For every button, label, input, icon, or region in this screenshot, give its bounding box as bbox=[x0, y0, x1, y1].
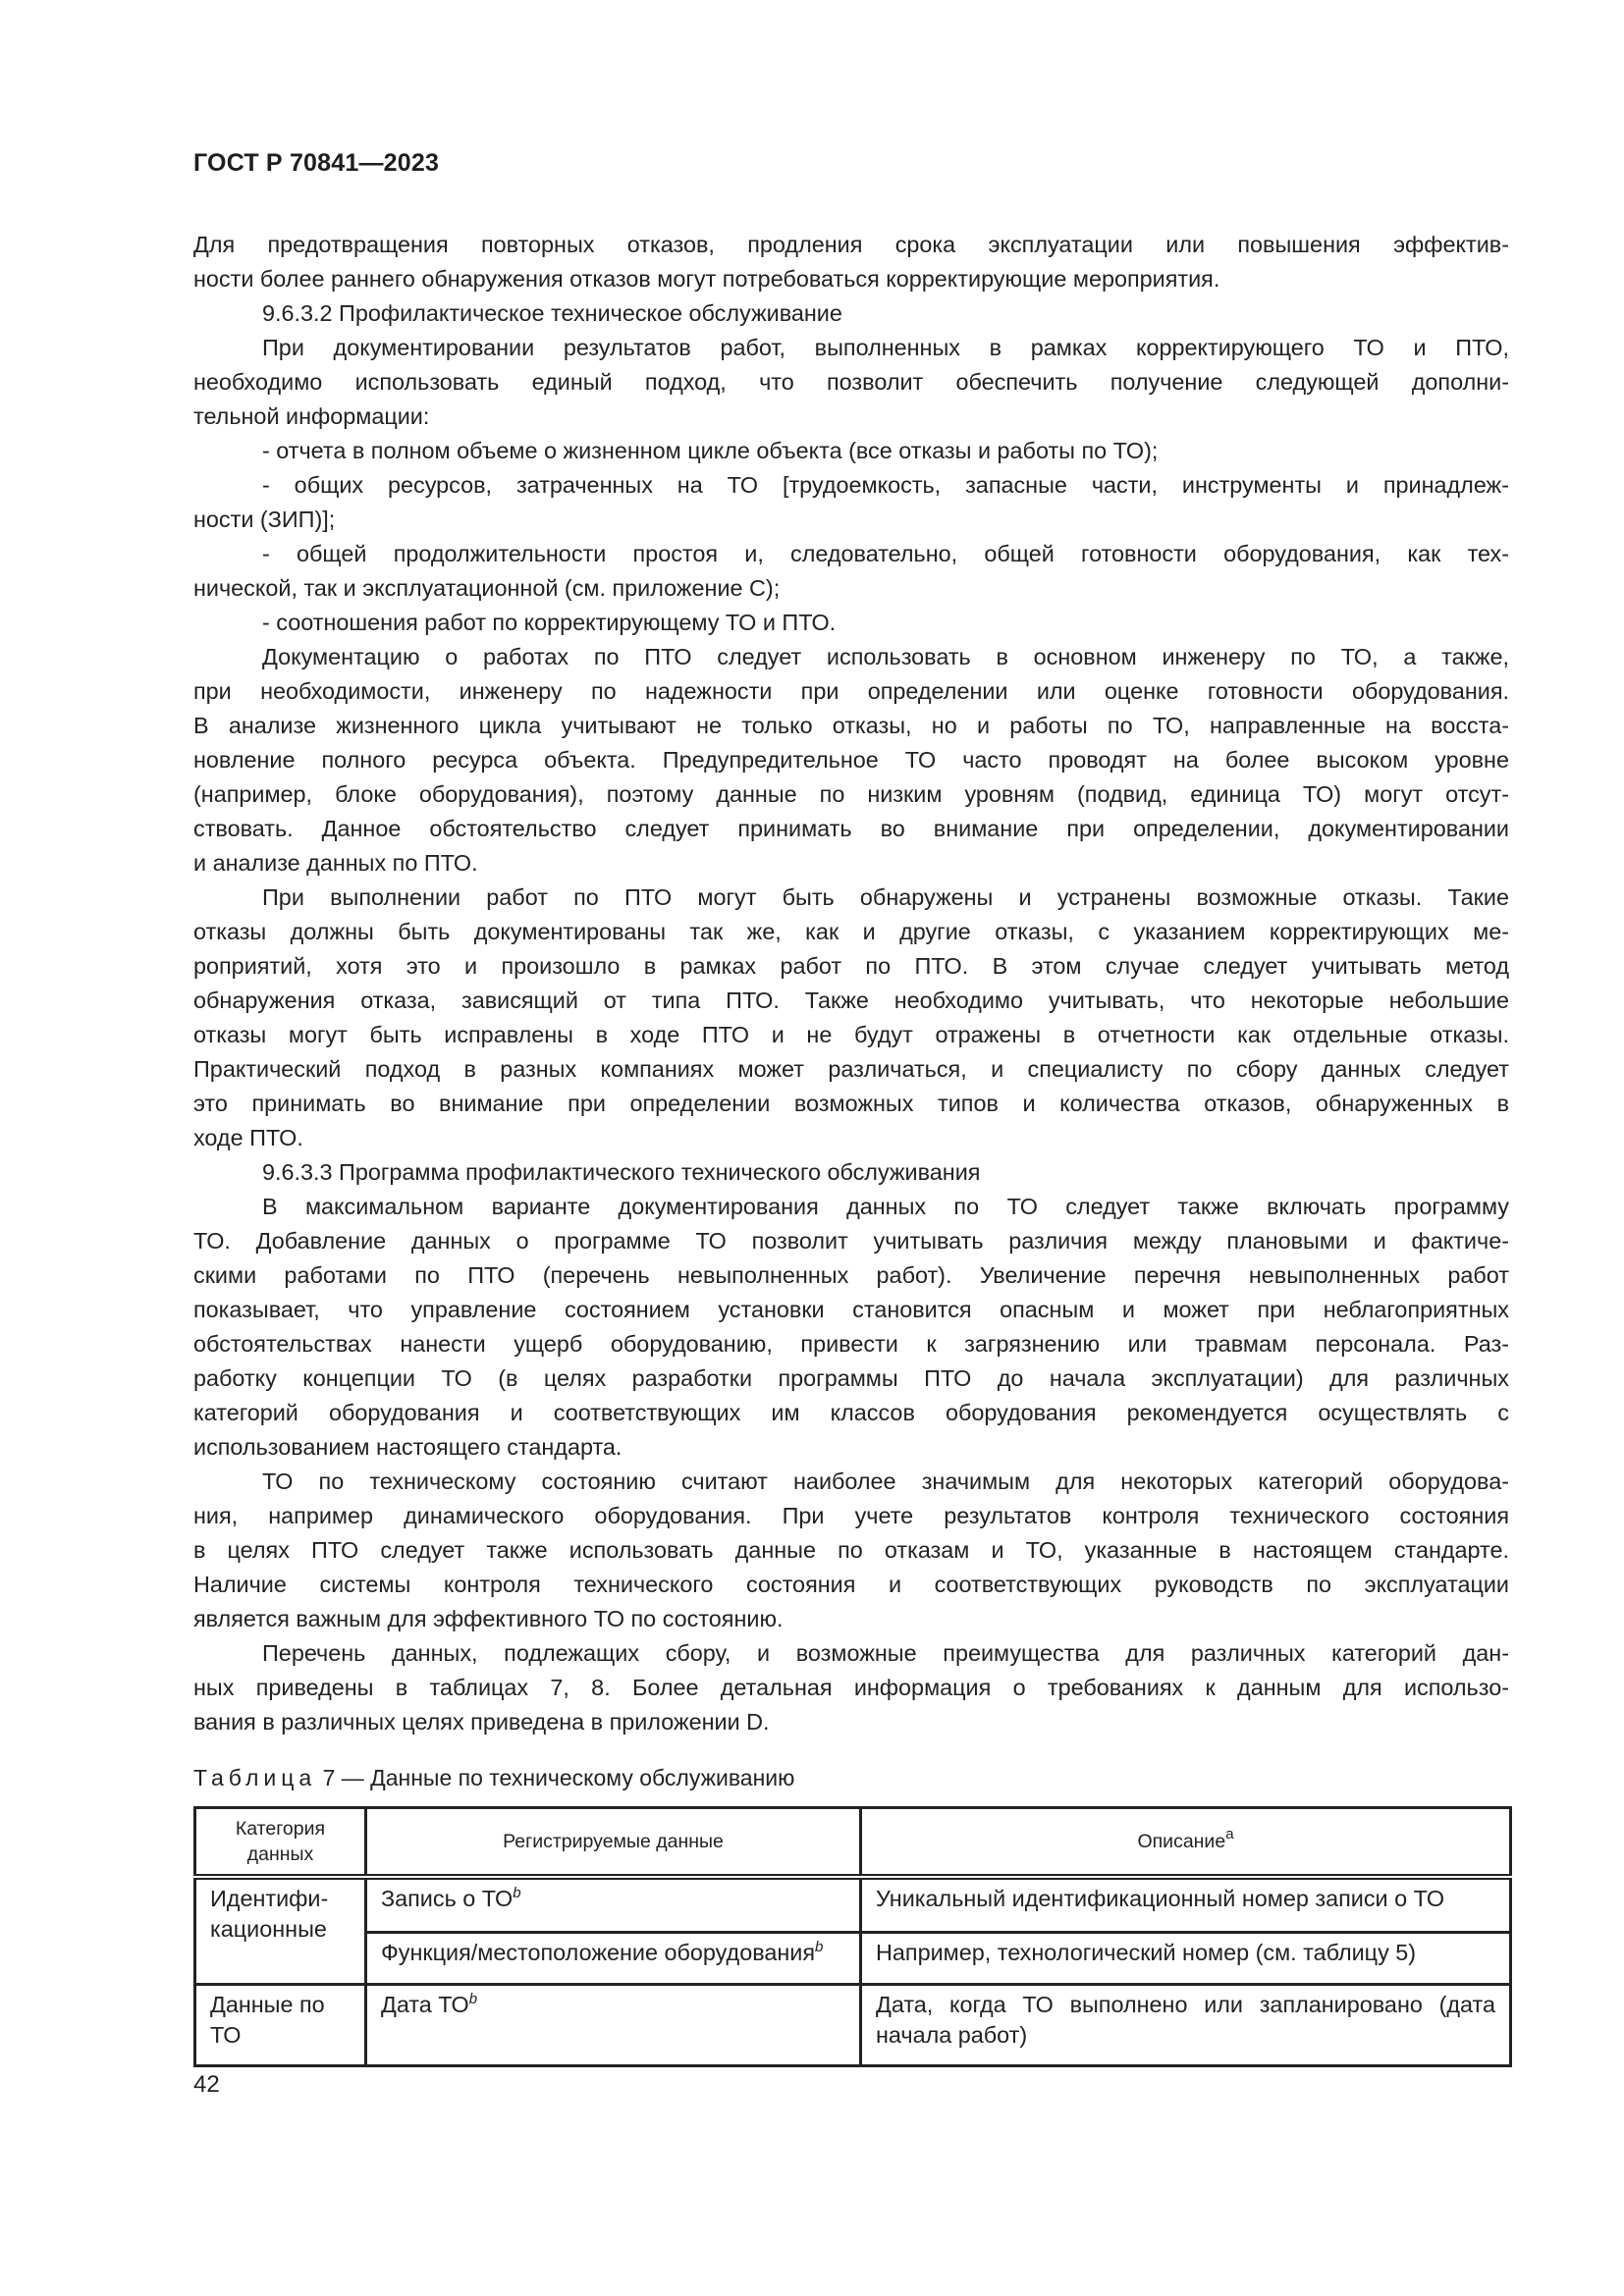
body-line: В анализе жизненного цикла учитывают не только отказы, но и работы по ТО, направленные на восста- bbox=[193, 713, 1509, 738]
body-line: это принимать во внимание при определении возможных типов и количества отказов, обнаруженных в bbox=[193, 1091, 1509, 1116]
maintenance-data-table bbox=[193, 1806, 1512, 2067]
footnote-marker: b bbox=[513, 1885, 521, 1901]
body-line: показывает, что управление состоянием установки становится опасным и может при неблагоприятных bbox=[193, 1297, 1509, 1322]
cell-category: Данные по ТО bbox=[195, 1985, 366, 2066]
body-line: (например, блоке оборудования), поэтому данные по низким уровням (подвид, единица ТО) могут отсут- bbox=[193, 781, 1509, 807]
table-row bbox=[195, 1985, 1511, 2066]
body-line: отказы должны быть документированы так же, как и другие отказы, с указанием корректирующих ме- bbox=[193, 919, 1509, 944]
body-line: обстоятельствах нанести ущерб оборудованию, привести к загрязнению или травмам персонала. Раз- bbox=[193, 1331, 1509, 1357]
body-line: - соотношения работ по корректирующему ТО и ПТО. bbox=[262, 610, 837, 635]
body-line: отказы могут быть исправлены в ходе ПТО и не будут отражены в отчетности как отдельные отказы. bbox=[193, 1022, 1509, 1047]
body-line: Практический подход в разных компаниях может различаться, и специалисту по сбору данных следует bbox=[193, 1056, 1509, 1082]
body-line: ния, например динамического оборудования. При учете результатов контроля технического состояния bbox=[193, 1503, 1509, 1528]
body-line: В максимальном варианте документирования данных по ТО следует также включать программу bbox=[262, 1194, 1509, 1219]
body-line: Перечень данных, подлежащих сбору, и возможные преимущества для различных категорий дан- bbox=[262, 1640, 1509, 1666]
body-line: ности (ЗИП)]; bbox=[193, 507, 336, 532]
cell-description: Например, технологический номер (см. таблицу 5) bbox=[861, 1933, 1511, 1985]
body-line: - общей продолжительности простоя и, следовательно, общей готовности оборудования, как тех- bbox=[262, 541, 1509, 566]
body-line: использованием настоящего стандарта. bbox=[193, 1434, 623, 1460]
cell-recorded: Функция/местоположение оборудования$^b$ bbox=[366, 1933, 861, 1985]
body-line: Наличие системы контроля технического состояния и соответствующих руководств по эксплуатации bbox=[193, 1572, 1509, 1597]
body-line: скими работами по ПТО (перечень невыполненных работ). Увеличение перечня невыполненных работ bbox=[193, 1262, 1509, 1288]
body-line: При выполнении работ по ПТО могут быть обнаружены и устранены возможные отказы. Такие bbox=[262, 884, 1509, 910]
body-line: категорий оборудования и соответствующих им классов оборудования рекомендуется осуществлять с bbox=[193, 1400, 1509, 1425]
body-line: при необходимости, инженеру по надежности при определении или оценке готовности оборудования. bbox=[193, 678, 1509, 704]
table-caption-label: Таблица bbox=[193, 1765, 317, 1790]
cell-description: Дата, когда ТО выполнено или запланировано (дата начала работ) bbox=[861, 1985, 1511, 2066]
body-line: и анализе данных по ПТО. bbox=[193, 850, 478, 876]
cell-category: Идентифи- кационные bbox=[195, 1877, 366, 1985]
body-line: роприятий, хотя это и произошло в рамках работ по ПТО. В этом случае следует учитывать метод bbox=[193, 953, 1509, 979]
header-recorded-data: Регистрируемые данные bbox=[366, 1808, 861, 1878]
table-row bbox=[195, 1877, 1511, 1933]
body-line: 9.6.3.3 Программа профилактического технического обслуживания bbox=[262, 1159, 981, 1185]
body-line: в целях ПТО следует также использовать данные по отказам и ТО, указанные в настоящем стандарте. bbox=[193, 1537, 1509, 1563]
body-line: ствовать. Данное обстоятельство следует принимать во внимание при определении, документировании bbox=[193, 816, 1509, 841]
body-line: Для предотвращения повторных отказов, продления срока эксплуатации или повышения эффектив- bbox=[193, 232, 1509, 257]
table-caption-title: 7 — Данные по техническому обслуживанию bbox=[316, 1765, 795, 1790]
body-line: - общих ресурсов, затраченных на ТО [трудоемкость, запасные части, инструменты и принадлеж- bbox=[262, 472, 1509, 498]
body-line: ТО. Добавление данных о программе ТО позволит учитывать различия между плановыми и фактиче- bbox=[193, 1228, 1509, 1254]
header-description: Описание$^a$ bbox=[861, 1808, 1511, 1878]
body-line: нической, так и эксплуатационной (см. приложение С); bbox=[193, 575, 781, 601]
footnote-marker: b bbox=[815, 1939, 824, 1955]
body-line: обнаружения отказа, зависящий от типа ПТО. Также необходимо учитывать, что некоторые небольшие bbox=[193, 988, 1509, 1013]
body-line: вания в различных целях приведена в приложении D. bbox=[193, 1709, 770, 1735]
body-line: является важным для эффективного ТО по состоянию. bbox=[193, 1606, 784, 1631]
body-line: тельной информации: bbox=[193, 403, 430, 429]
body-line: работку концепции ТО (в целях разработки программы ПТО до начала эксплуатации) для различных bbox=[193, 1365, 1509, 1391]
body-line: ности более раннего обнаружения отказов могут потребоваться корректирующие мероприятия. bbox=[193, 266, 1220, 292]
footnote-marker: a bbox=[1225, 1826, 1234, 1842]
body-line: необходимо использовать единый подход, что позволит обеспечить получение следующей дополни- bbox=[193, 369, 1509, 395]
body-line: 9.6.3.2 Профилактическое техническое обслуживание bbox=[262, 300, 842, 326]
body-line: ходе ПТО. bbox=[193, 1125, 303, 1150]
footnote-marker: b bbox=[468, 1991, 478, 2007]
body-line: ных приведены в таблицах 7, 8. Более детальная информация о требованиях к данным для использо- bbox=[193, 1675, 1509, 1700]
body-line: новление полного ресурса объекта. Предупредительное ТО часто проводят на более высоком уровне bbox=[193, 747, 1509, 773]
cell-description: Уникальный идентификационный номер записи о ТО bbox=[861, 1877, 1511, 1933]
document-standard-id: ГОСТ Р 70841—2023 bbox=[193, 149, 440, 177]
table-row bbox=[195, 1933, 1511, 1985]
body-line: Документацию о работах по ПТО следует использовать в основном инженеру по ТО, а также, bbox=[262, 644, 1509, 669]
body-text bbox=[193, 228, 1509, 1739]
page-number: 42 bbox=[193, 2071, 220, 2098]
body-line: ТО по техническому состоянию считают наиболее значимым для некоторых категорий оборудова- bbox=[262, 1468, 1509, 1494]
body-line: - отчета в полном объеме о жизненном цикле объекта (все отказы и работы по ТО); bbox=[262, 438, 1159, 463]
body-line: При документировании результатов работ, выполненных в рамках корректирующего ТО и ПТО, bbox=[262, 335, 1509, 360]
header-category: Категория данных bbox=[195, 1808, 366, 1878]
table-caption bbox=[193, 1763, 794, 1792]
cell-recorded: Запись о $ТО^b$ bbox=[366, 1877, 861, 1933]
table-header-row bbox=[195, 1808, 1511, 1878]
cell-recorded: Дата $ТО^b$ bbox=[366, 1985, 861, 2066]
